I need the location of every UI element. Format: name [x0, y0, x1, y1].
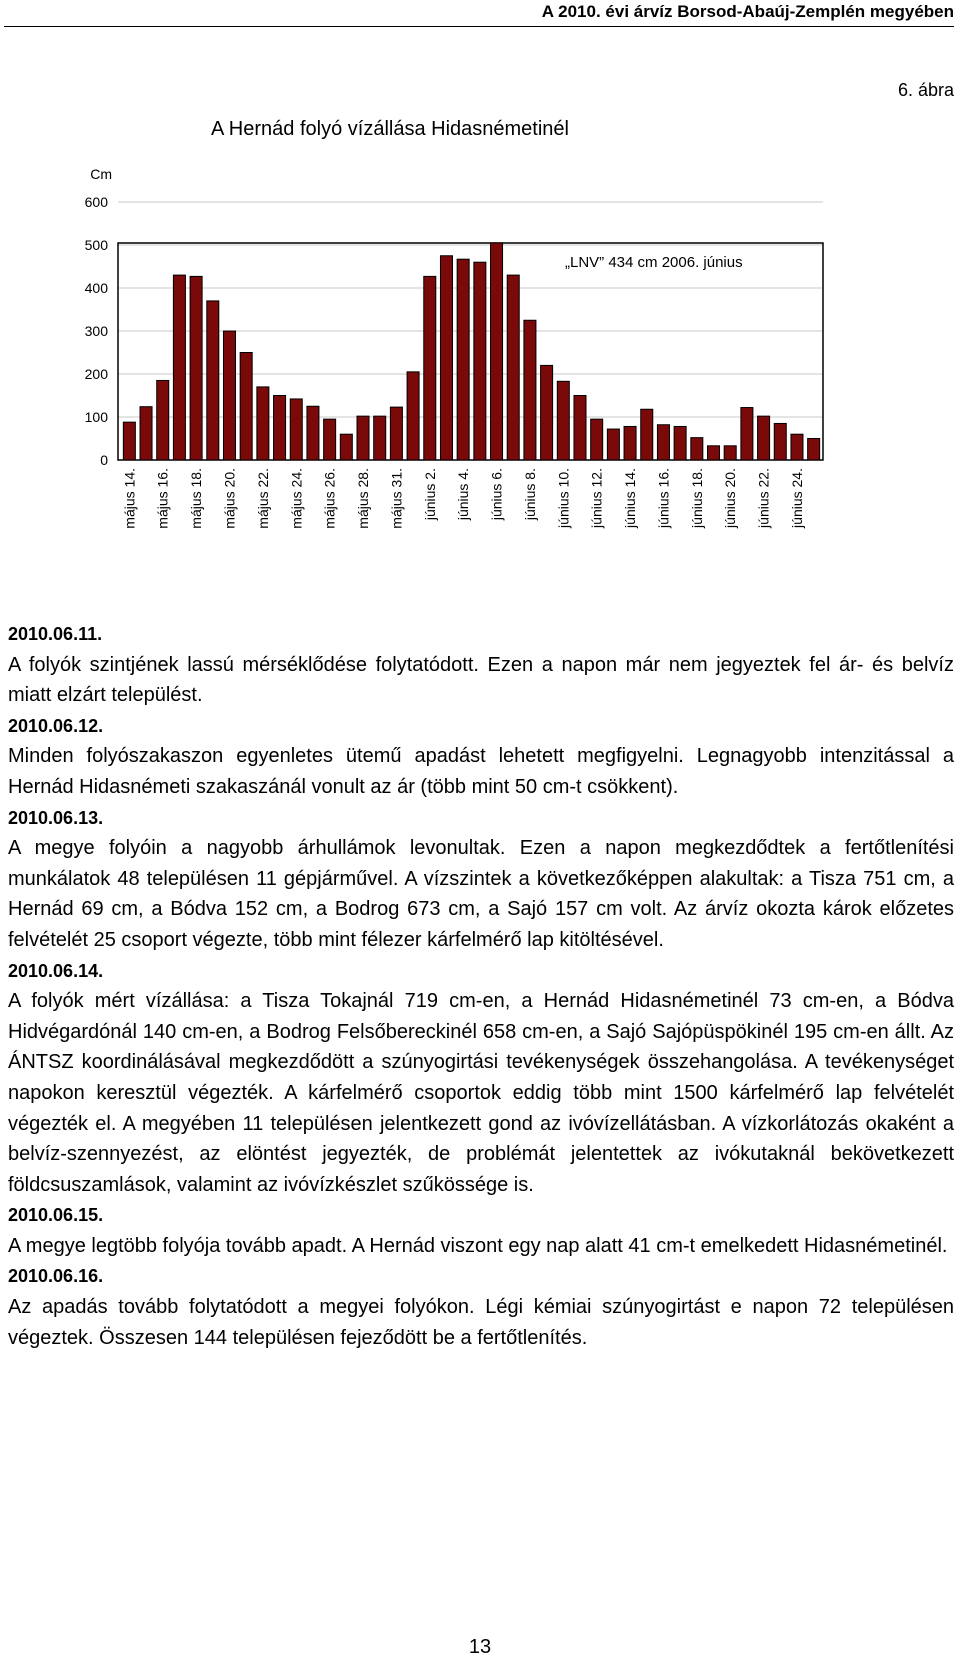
entry-date: 2010.06.12.: [8, 715, 104, 736]
bar: [724, 446, 736, 460]
bar: [173, 275, 185, 460]
bar: [791, 434, 803, 460]
x-tick-label: június 2.: [421, 468, 438, 521]
bar: [624, 426, 636, 460]
report-body: [8, 619, 954, 1353]
x-tick-label: május 31.: [388, 468, 405, 529]
entry: [8, 1200, 954, 1261]
x-tick-label: június 24.: [788, 468, 805, 528]
chart-title: A Hernád folyó vízállása Hidasnémetinél: [211, 118, 569, 140]
bar: [307, 406, 319, 460]
y-tick-label: 0: [100, 452, 108, 468]
bar: [340, 434, 352, 460]
bar: [240, 353, 252, 461]
bar: [708, 446, 720, 460]
figure-label: 6. ábra: [897, 80, 954, 100]
bar: [223, 331, 235, 460]
y-tick-label: 600: [84, 194, 108, 210]
bar: [524, 320, 536, 460]
entry: [8, 803, 954, 956]
running-header: A 2010. évi árvíz Borsod-Abaúj-Zemplén megyében: [541, 2, 954, 21]
bar: [357, 416, 369, 460]
bar: [657, 425, 669, 460]
y-tick-label: 500: [84, 237, 108, 253]
bar: [758, 416, 770, 460]
bar: [474, 262, 486, 460]
y-tick-label: 300: [84, 323, 108, 339]
bar: [123, 422, 135, 460]
entry-text: Az apadás tovább folytatódott a megyei folyókon. Légi kémiai szúnyogirtást e napon 72 településen végeztek. Összesen 144 településen fejeződött be a fertőtlenítés.: [8, 1296, 954, 1349]
bar: [674, 426, 686, 460]
entry: [8, 956, 954, 1201]
entry: [8, 619, 954, 711]
y-tick-label: 100: [84, 409, 108, 425]
x-tick-label: június 16.: [655, 468, 672, 528]
bar: [257, 387, 269, 460]
x-tick-label: május 20.: [221, 468, 238, 529]
bar: [691, 438, 703, 460]
x-tick-label: június 20.: [722, 468, 739, 528]
bar: [557, 381, 569, 460]
bar: [274, 396, 286, 461]
x-tick-label: május 28.: [355, 468, 372, 529]
x-tick-label: június 14.: [622, 468, 639, 528]
x-tick-label: június 8.: [521, 468, 538, 521]
entry-text: Minden folyószakaszon egyenletes ütemű apadást lehetett megfigyelni. Legnagyobb intenzitással a Hernád Hidasnémeti szakaszánál vonult az ár (több mint 50 cm-t csökkent).: [8, 745, 954, 798]
page-number: 13: [468, 1636, 492, 1658]
x-tick-label: május 16.: [154, 468, 171, 529]
bar: [741, 408, 753, 460]
bar: [591, 419, 603, 460]
entry-date: 2010.06.13.: [8, 807, 104, 828]
bar: [374, 416, 386, 460]
entry-text: A megye legtöbb folyója tovább apadt. A Hernád viszont egy nap alatt 41 cm-t emelkedett Hidasnémetinél.: [8, 1234, 948, 1257]
bar: [157, 380, 169, 460]
bar: [190, 276, 202, 460]
bar: [541, 365, 553, 460]
x-tick-label: június 12.: [588, 468, 605, 528]
x-tick-label: június 10.: [555, 468, 572, 528]
bar: [290, 399, 302, 460]
x-tick-label: június 18.: [688, 468, 705, 528]
chart-annotation: „LNV” 434 cm 2006. június: [565, 254, 743, 271]
entry-date: 2010.06.14.: [8, 960, 104, 981]
entry-text: A folyók mért vízállása: a Tisza Tokajnál 719 cm-en, a Hernád Hidasnémetinél 73 cm-en, a Bódva Hidvégardónál 140 cm-en, a Bodrog Felsőbereckinél 658 cm-en, a Sajó Sajópüspökinél 195 cm-en állt. Az ÁNTSZ koordinálásával megkezdődött a szúnyogirtási tevékenységek összehangolása. A tevékenységet napokon keresztül végezték. A kárfelmérő csoportok eddig több mint 1500 kárfelmérő lap felvételét végezték el. A megyében 11 településen jelentkezett gond az ivóvízellátásban. A vízkorlátozás okaként a belvíz-szennyezést, az elöntést jegyezték, de problémát jelentettek az ivókutaknál bekövetkezett földcsuszamlások, valamint az ivóvízkészlet szűkössége is.: [8, 990, 954, 1196]
bar: [390, 407, 402, 460]
bar: [641, 409, 653, 460]
x-tick-label: június 6.: [488, 468, 505, 521]
y-axis-label: Cm: [90, 166, 112, 182]
entry: [8, 1261, 954, 1353]
x-tick-label: május 22.: [254, 468, 271, 529]
entry-date: 2010.06.15.: [8, 1205, 104, 1226]
bar: [324, 419, 336, 460]
y-tick-label: 200: [84, 366, 108, 382]
bar: [774, 423, 786, 460]
bar: [607, 429, 619, 460]
water-level-chart: [0, 160, 900, 600]
bar: [207, 301, 219, 460]
x-tick-label: május 24.: [288, 468, 305, 529]
entry-text: A megye folyóin a nagyobb árhullámok levonultak. Ezen a napon megkezdődtek a fertőtlenítési munkálatok 48 településen 11 gépjárművel. A vízszintek a következőképpen alakultak: a Tisza 751 cm, a Hernád 69 cm, a Bódva 152 cm, a Bodrog 673 cm, a Sajó 157 cm volt. Az árvíz okozta károk előzetes felvételét 25 csoport végezte, több mint félezer kárfelmérő lap kitöltésével.: [8, 837, 954, 951]
entry-date: 2010.06.11.: [8, 624, 103, 644]
bar: [457, 259, 469, 460]
bar: [140, 407, 152, 460]
bar: [574, 396, 586, 461]
bar: [407, 372, 419, 460]
bar: [424, 276, 436, 460]
bar: [507, 275, 519, 460]
x-tick-label: június 22.: [755, 468, 772, 528]
bar: [808, 439, 820, 461]
bar: [440, 256, 452, 460]
x-tick-label: május 18.: [188, 468, 205, 529]
x-tick-label: május 14.: [121, 468, 138, 529]
header-rule: [4, 26, 954, 27]
bar: [491, 243, 503, 460]
entry: [8, 711, 954, 803]
entry-text: A folyók szintjének lassú mérséklődése folytatódott. Ezen a napon már nem jegyeztek fel ár- és belvíz miatt elzárt települést.: [8, 653, 954, 707]
x-tick-label: május 26.: [321, 468, 338, 529]
y-tick-label: 400: [84, 280, 108, 296]
entry-date: 2010.06.16.: [8, 1266, 104, 1287]
x-tick-label: június 4.: [455, 468, 472, 521]
